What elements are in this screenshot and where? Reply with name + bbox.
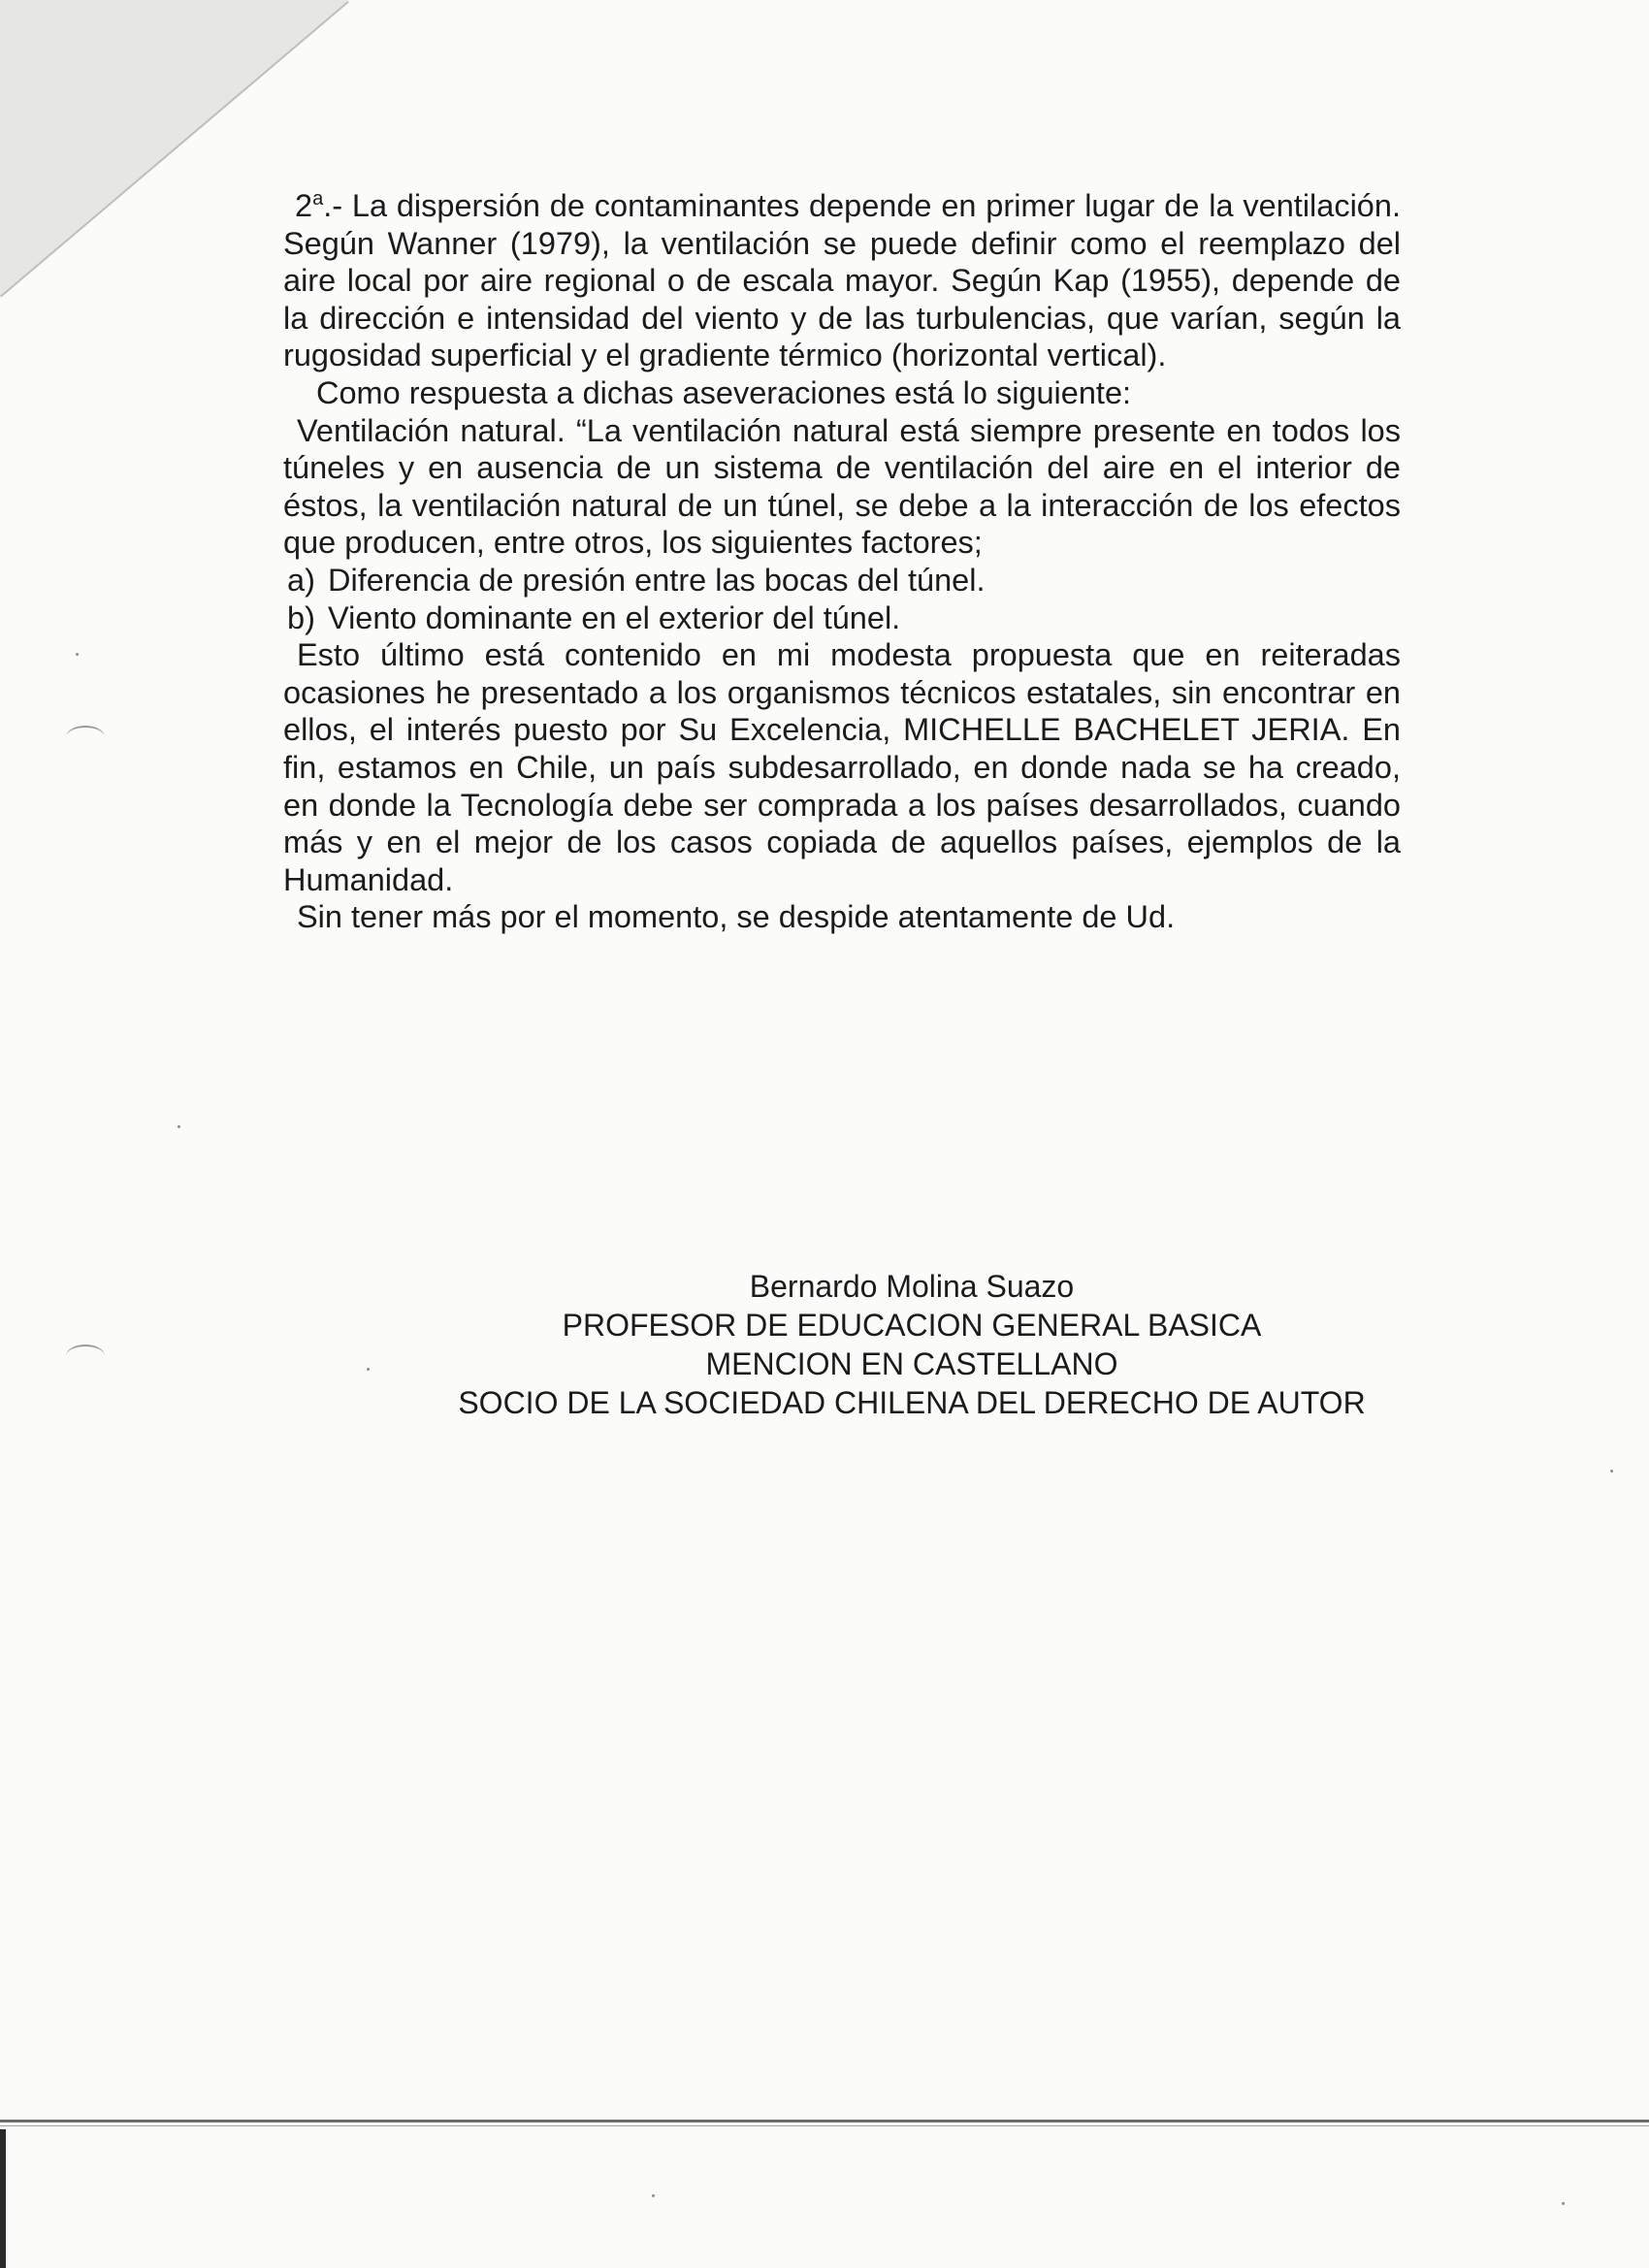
signer-title-1: PROFESOR DE EDUCACION GENERAL BASICA — [562, 1308, 1262, 1343]
paragraph-text: .- La dispersión de contaminantes depende en primer lugar de la ventilación. Según Wanner (1979), la ventilación se puede definir como el reemplazo del aire local por aire regional o de escala mayor. Según Kap (1955), depende de la dirección e intensidad del viento y de las turbulencias, que varían, según la rugosidad superficial y el gradiente térmico (horizontal vertical). — [283, 188, 1401, 373]
list-item — [283, 599, 1401, 637]
signer-name: Bernardo Molina Suazo — [749, 1269, 1075, 1304]
scan-speck — [1562, 2202, 1565, 2205]
scan-speck — [1610, 1470, 1613, 1473]
scan-edge-bar — [0, 2129, 6, 2268]
signer-title-2: MENCION EN CASTELLANO — [705, 1346, 1118, 1381]
list-marker: a) — [287, 562, 315, 598]
list-marker: b) — [287, 599, 315, 635]
signature-block — [417, 1267, 1406, 1422]
scan-speck — [178, 1125, 180, 1128]
paragraph-natural-ventilation: Ventilación natural. “La ventilación natural está siempre presente en todos los túneles y en ausencia de un sistema de ventilación del aire en el interior de éstos, la ventilación natural de un túnel, se debe a la interacción de los efectos que producen, entre otros, los siguientes factores; — [283, 412, 1401, 561]
paragraph-proposal: Esto último está contenido en mi modesta propuesta que en reiteradas ocasiones he presentado a los organismos técnicos estatales, sin encontrar en ellos, el interés puesto por Su Excelencia, MICHELLE BACHELET JERIA. En fin, estamos en Chile, un país subdesarrollado, en donde nada se ha creado, en donde la Tecnología debe ser comprada a los países desarrollados, cuando más y en el mejor de los casos copiada de aquellos países, ejemplos de la Humanidad. — [283, 637, 1401, 897]
list-item-text: Diferencia de presión entre las bocas del túnel. — [328, 562, 986, 598]
list-item — [283, 562, 1401, 599]
punch-hole-mark-bottom — [66, 1345, 105, 1368]
closing-line: Sin tener más por el momento, se despide atentamente de Ud. — [297, 899, 1176, 935]
signer-title-3: SOCIO DE LA SOCIEDAD CHILENA DEL DERECHO DE AUTOR — [458, 1385, 1366, 1420]
paragraph-number: 2 — [295, 188, 313, 223]
scan-speck — [652, 2194, 655, 2197]
list-item-text: Viento dominante en el exterior del túnel. — [328, 599, 901, 635]
scan-edge-line — [0, 2120, 1649, 2122]
letter-body — [283, 187, 1401, 936]
scan-speck — [367, 1368, 370, 1371]
scan-speck — [76, 653, 79, 656]
paragraph-ventilation-definition — [283, 187, 1401, 374]
paragraph-response-intro: Como respuesta a dichas aseveraciones está lo siguiente: — [316, 374, 1132, 410]
scan-edge-line-secondary — [0, 2125, 1649, 2126]
punch-hole-mark-top — [66, 726, 105, 749]
paragraph-number-superscript: a — [312, 188, 324, 211]
